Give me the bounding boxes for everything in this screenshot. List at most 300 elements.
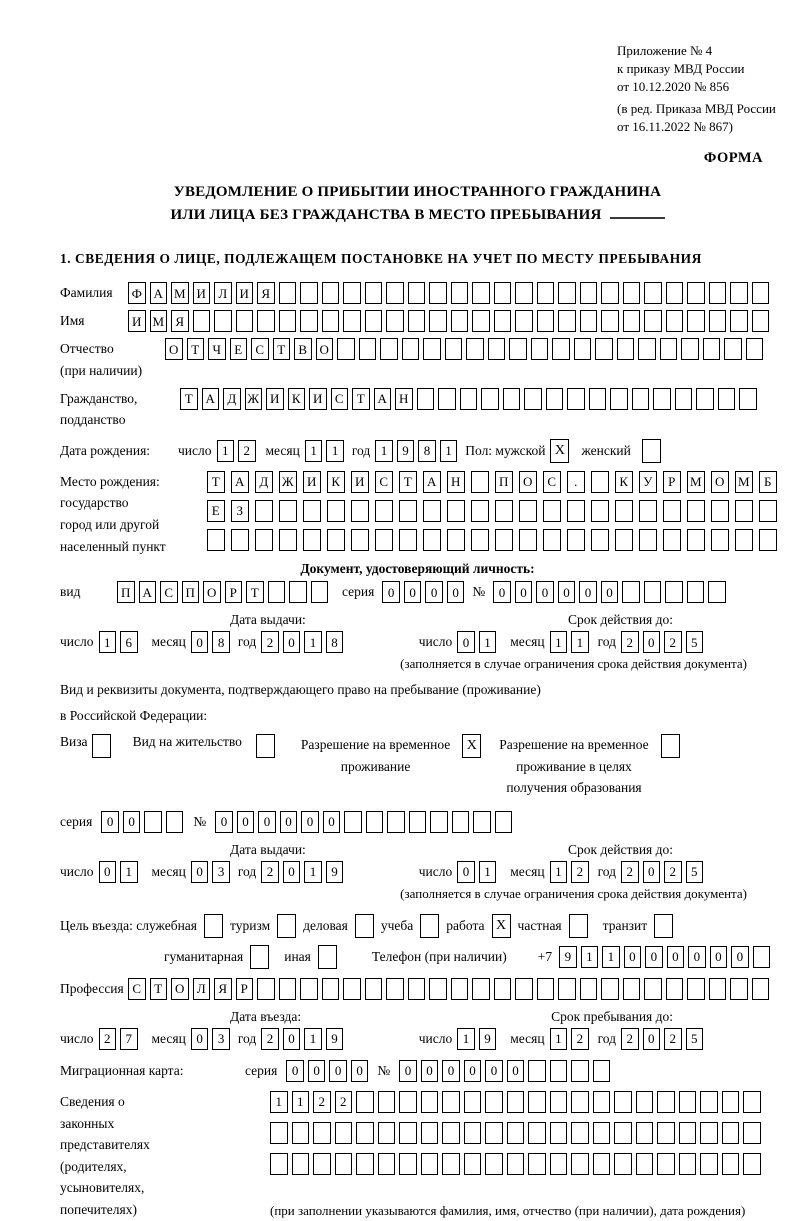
char-cell[interactable]: 2: [664, 631, 682, 653]
char-cell[interactable]: 0: [421, 1060, 439, 1082]
char-cell[interactable]: [429, 282, 447, 304]
char-cell[interactable]: [571, 1122, 589, 1144]
char-cell[interactable]: 5: [686, 861, 704, 883]
char-cell[interactable]: [730, 978, 748, 1000]
char-cell[interactable]: [452, 811, 470, 833]
char-cell[interactable]: [472, 282, 490, 304]
char-cell[interactable]: С: [128, 978, 146, 1000]
char-cell[interactable]: [207, 529, 225, 551]
char-cell[interactable]: М: [687, 471, 705, 493]
char-cell[interactable]: [614, 1153, 632, 1175]
char-cell[interactable]: А: [423, 471, 441, 493]
char-cell[interactable]: 0: [382, 581, 400, 603]
char-cell[interactable]: А: [139, 581, 157, 603]
char-cell[interactable]: [623, 310, 641, 332]
char-cell[interactable]: 9: [397, 440, 415, 462]
char-cell[interactable]: 0: [283, 631, 301, 653]
checkbox-temp-residence-edu[interactable]: [661, 734, 680, 758]
char-cell[interactable]: [591, 500, 609, 522]
char-cell[interactable]: [644, 282, 662, 304]
char-cell[interactable]: Ж: [245, 388, 263, 410]
char-cell[interactable]: [558, 978, 576, 1000]
char-cell[interactable]: [679, 1091, 697, 1113]
char-cell[interactable]: [660, 338, 678, 360]
char-cell[interactable]: [735, 500, 753, 522]
char-cell[interactable]: [703, 338, 721, 360]
char-cell[interactable]: 2: [621, 861, 639, 883]
char-cell[interactable]: [386, 310, 404, 332]
char-cell[interactable]: [327, 529, 345, 551]
char-cell[interactable]: [543, 500, 561, 522]
char-cell[interactable]: 1: [581, 946, 599, 968]
char-cell[interactable]: [292, 1122, 310, 1144]
char-cell[interactable]: [300, 282, 318, 304]
char-cell[interactable]: 0: [101, 811, 119, 833]
char-cell[interactable]: [300, 310, 318, 332]
char-cell[interactable]: 0: [601, 581, 619, 603]
char-cell[interactable]: [700, 1153, 718, 1175]
char-cell[interactable]: 2: [261, 1028, 279, 1050]
char-cell[interactable]: [322, 978, 340, 1000]
char-cell[interactable]: 1: [440, 440, 458, 462]
char-cell[interactable]: [722, 1122, 740, 1144]
char-cell[interactable]: 0: [329, 1060, 347, 1082]
char-cell[interactable]: [622, 581, 640, 603]
char-cell[interactable]: [657, 1153, 675, 1175]
char-cell[interactable]: [528, 1122, 546, 1144]
char-cell[interactable]: Т: [187, 338, 205, 360]
char-cell[interactable]: [270, 1122, 288, 1144]
char-cell[interactable]: 0: [283, 861, 301, 883]
char-cell[interactable]: [268, 581, 286, 603]
char-cell[interactable]: [679, 1153, 697, 1175]
char-cell[interactable]: [639, 500, 657, 522]
char-cell[interactable]: [722, 1153, 740, 1175]
char-cell[interactable]: [614, 1091, 632, 1113]
char-cell[interactable]: [663, 500, 681, 522]
char-cell[interactable]: [580, 310, 598, 332]
char-cell[interactable]: Ч: [208, 338, 226, 360]
char-cell[interactable]: С: [375, 471, 393, 493]
char-cell[interactable]: А: [150, 282, 168, 304]
char-cell[interactable]: [351, 529, 369, 551]
char-cell[interactable]: [709, 282, 727, 304]
char-cell[interactable]: [550, 1060, 568, 1082]
char-cell[interactable]: [623, 282, 641, 304]
char-cell[interactable]: [546, 388, 564, 410]
char-cell[interactable]: 0: [710, 946, 728, 968]
char-cell[interactable]: [507, 1122, 525, 1144]
char-cell[interactable]: 0: [191, 631, 209, 653]
char-cell[interactable]: Л: [193, 978, 211, 1000]
char-cell[interactable]: [718, 388, 736, 410]
char-cell[interactable]: [537, 282, 555, 304]
char-cell[interactable]: 0: [191, 1028, 209, 1050]
char-cell[interactable]: 0: [99, 861, 117, 883]
char-cell[interactable]: 6: [120, 631, 138, 653]
char-cell[interactable]: 0: [442, 1060, 460, 1082]
char-cell[interactable]: [365, 978, 383, 1000]
char-cell[interactable]: [524, 388, 542, 410]
char-cell[interactable]: [657, 1091, 675, 1113]
char-cell[interactable]: [552, 338, 570, 360]
char-cell[interactable]: [593, 1153, 611, 1175]
char-cell[interactable]: [610, 388, 628, 410]
char-cell[interactable]: Н: [447, 471, 465, 493]
char-cell[interactable]: [257, 310, 275, 332]
char-cell[interactable]: 0: [351, 1060, 369, 1082]
char-cell[interactable]: [289, 581, 307, 603]
char-cell[interactable]: [380, 338, 398, 360]
char-cell[interactable]: 0: [645, 946, 663, 968]
char-cell[interactable]: 2: [621, 631, 639, 653]
char-cell[interactable]: [528, 1060, 546, 1082]
char-cell[interactable]: [601, 282, 619, 304]
char-cell[interactable]: [464, 1122, 482, 1144]
char-cell[interactable]: [653, 388, 671, 410]
char-cell[interactable]: 1: [326, 440, 344, 462]
char-cell[interactable]: 0: [624, 946, 642, 968]
char-cell[interactable]: [447, 529, 465, 551]
char-cell[interactable]: [665, 581, 683, 603]
char-cell[interactable]: [423, 529, 441, 551]
char-cell[interactable]: О: [519, 471, 537, 493]
char-cell[interactable]: Н: [395, 388, 413, 410]
char-cell[interactable]: 0: [643, 861, 661, 883]
char-cell[interactable]: Т: [352, 388, 370, 410]
char-cell[interactable]: [623, 978, 641, 1000]
char-cell[interactable]: [402, 338, 420, 360]
char-cell[interactable]: Б: [759, 471, 777, 493]
char-cell[interactable]: [327, 500, 345, 522]
char-cell[interactable]: [300, 978, 318, 1000]
char-cell[interactable]: 1: [375, 440, 393, 462]
char-cell[interactable]: 1: [479, 631, 497, 653]
char-cell[interactable]: А: [374, 388, 392, 410]
char-cell[interactable]: [574, 338, 592, 360]
char-cell[interactable]: [270, 1153, 288, 1175]
char-cell[interactable]: [591, 529, 609, 551]
char-cell[interactable]: [494, 282, 512, 304]
char-cell[interactable]: Р: [236, 978, 254, 1000]
char-cell[interactable]: [144, 811, 162, 833]
checkbox-humanitarian[interactable]: [250, 945, 269, 969]
char-cell[interactable]: [666, 310, 684, 332]
char-cell[interactable]: [558, 310, 576, 332]
char-cell[interactable]: 3: [212, 1028, 230, 1050]
char-cell[interactable]: [580, 282, 598, 304]
char-cell[interactable]: С: [331, 388, 349, 410]
char-cell[interactable]: 0: [667, 946, 685, 968]
char-cell[interactable]: [724, 338, 742, 360]
char-cell[interactable]: 1: [550, 1028, 568, 1050]
char-cell[interactable]: Е: [230, 338, 248, 360]
char-cell[interactable]: Р: [225, 581, 243, 603]
char-cell[interactable]: [311, 581, 329, 603]
char-cell[interactable]: 0: [731, 946, 749, 968]
char-cell[interactable]: [601, 978, 619, 1000]
char-cell[interactable]: Д: [255, 471, 273, 493]
char-cell[interactable]: [471, 529, 489, 551]
char-cell[interactable]: [743, 1091, 761, 1113]
char-cell[interactable]: [591, 471, 609, 493]
char-cell[interactable]: 0: [643, 1028, 661, 1050]
char-cell[interactable]: 5: [686, 1028, 704, 1050]
char-cell[interactable]: 0: [558, 581, 576, 603]
checkbox-other-purpose[interactable]: [318, 945, 337, 969]
char-cell[interactable]: [632, 388, 650, 410]
char-cell[interactable]: [711, 529, 729, 551]
char-cell[interactable]: О: [316, 338, 334, 360]
char-cell[interactable]: 0: [688, 946, 706, 968]
char-cell[interactable]: [423, 338, 441, 360]
char-cell[interactable]: 1: [304, 1028, 322, 1050]
char-cell[interactable]: [236, 310, 254, 332]
char-cell[interactable]: 1: [217, 440, 235, 462]
char-cell[interactable]: [279, 282, 297, 304]
char-cell[interactable]: [365, 282, 383, 304]
checkbox-official[interactable]: [204, 914, 223, 938]
char-cell[interactable]: [378, 1091, 396, 1113]
char-cell[interactable]: [700, 1091, 718, 1113]
char-cell[interactable]: [687, 310, 705, 332]
char-cell[interactable]: [615, 500, 633, 522]
char-cell[interactable]: [663, 529, 681, 551]
char-cell[interactable]: 0: [457, 861, 475, 883]
char-cell[interactable]: Я: [214, 978, 232, 1000]
char-cell[interactable]: З: [231, 500, 249, 522]
char-cell[interactable]: [365, 310, 383, 332]
char-cell[interactable]: [313, 1122, 331, 1144]
char-cell[interactable]: [507, 1153, 525, 1175]
char-cell[interactable]: О: [171, 978, 189, 1000]
char-cell[interactable]: [708, 581, 726, 603]
char-cell[interactable]: [343, 310, 361, 332]
char-cell[interactable]: [571, 1153, 589, 1175]
char-cell[interactable]: О: [711, 471, 729, 493]
char-cell[interactable]: [589, 388, 607, 410]
char-cell[interactable]: [193, 310, 211, 332]
char-cell[interactable]: 2: [621, 1028, 639, 1050]
char-cell[interactable]: К: [288, 388, 306, 410]
char-cell[interactable]: 0: [493, 581, 511, 603]
char-cell[interactable]: [636, 1122, 654, 1144]
char-cell[interactable]: 2: [664, 861, 682, 883]
char-cell[interactable]: [464, 1153, 482, 1175]
char-cell[interactable]: [543, 529, 561, 551]
char-cell[interactable]: [399, 1122, 417, 1144]
char-cell[interactable]: [509, 338, 527, 360]
char-cell[interactable]: [593, 1060, 611, 1082]
char-cell[interactable]: [515, 282, 533, 304]
char-cell[interactable]: [644, 310, 662, 332]
char-cell[interactable]: [722, 1091, 740, 1113]
checkbox-visa[interactable]: [92, 734, 111, 758]
char-cell[interactable]: [700, 1122, 718, 1144]
char-cell[interactable]: [528, 1091, 546, 1113]
char-cell[interactable]: 2: [571, 861, 589, 883]
char-cell[interactable]: [344, 811, 362, 833]
char-cell[interactable]: [580, 978, 598, 1000]
char-cell[interactable]: Т: [246, 581, 264, 603]
char-cell[interactable]: [255, 529, 273, 551]
char-cell[interactable]: 1: [602, 946, 620, 968]
char-cell[interactable]: [279, 500, 297, 522]
char-cell[interactable]: [442, 1091, 460, 1113]
char-cell[interactable]: [408, 282, 426, 304]
char-cell[interactable]: И: [351, 471, 369, 493]
char-cell[interactable]: [735, 529, 753, 551]
char-cell[interactable]: [322, 282, 340, 304]
char-cell[interactable]: О: [203, 581, 221, 603]
char-cell[interactable]: 0: [123, 811, 141, 833]
char-cell[interactable]: [257, 978, 275, 1000]
char-cell[interactable]: [335, 1153, 353, 1175]
char-cell[interactable]: [399, 529, 417, 551]
char-cell[interactable]: 0: [457, 631, 475, 653]
char-cell[interactable]: [408, 310, 426, 332]
char-cell[interactable]: С: [543, 471, 561, 493]
char-cell[interactable]: [614, 1122, 632, 1144]
char-cell[interactable]: [537, 310, 555, 332]
char-cell[interactable]: [429, 978, 447, 1000]
char-cell[interactable]: О: [165, 338, 183, 360]
char-cell[interactable]: [709, 978, 727, 1000]
char-cell[interactable]: [343, 282, 361, 304]
char-cell[interactable]: 0: [485, 1060, 503, 1082]
char-cell[interactable]: [519, 529, 537, 551]
char-cell[interactable]: [471, 471, 489, 493]
char-cell[interactable]: 0: [301, 811, 319, 833]
char-cell[interactable]: [166, 811, 184, 833]
char-cell[interactable]: .: [567, 471, 585, 493]
char-cell[interactable]: 0: [280, 811, 298, 833]
char-cell[interactable]: [386, 978, 404, 1000]
char-cell[interactable]: 1: [479, 861, 497, 883]
char-cell[interactable]: [451, 282, 469, 304]
char-cell[interactable]: [460, 388, 478, 410]
checkbox-temp-residence[interactable]: X: [462, 734, 481, 758]
char-cell[interactable]: [711, 500, 729, 522]
char-cell[interactable]: [617, 338, 635, 360]
char-cell[interactable]: [409, 811, 427, 833]
char-cell[interactable]: И: [309, 388, 327, 410]
char-cell[interactable]: [657, 1122, 675, 1144]
char-cell[interactable]: 2: [261, 631, 279, 653]
char-cell[interactable]: [255, 500, 273, 522]
char-cell[interactable]: 1: [304, 631, 322, 653]
char-cell[interactable]: 2: [335, 1091, 353, 1113]
char-cell[interactable]: С: [160, 581, 178, 603]
char-cell[interactable]: [279, 978, 297, 1000]
checkbox-residence-permit[interactable]: [256, 734, 275, 758]
char-cell[interactable]: 8: [212, 631, 230, 653]
char-cell[interactable]: 1: [305, 440, 323, 462]
char-cell[interactable]: [488, 338, 506, 360]
char-cell[interactable]: [644, 581, 662, 603]
char-cell[interactable]: [322, 310, 340, 332]
char-cell[interactable]: [378, 1122, 396, 1144]
char-cell[interactable]: [752, 310, 770, 332]
char-cell[interactable]: [687, 282, 705, 304]
char-cell[interactable]: Т: [150, 978, 168, 1000]
char-cell[interactable]: [515, 310, 533, 332]
char-cell[interactable]: [558, 282, 576, 304]
char-cell[interactable]: [438, 388, 456, 410]
char-cell[interactable]: [531, 338, 549, 360]
char-cell[interactable]: М: [735, 471, 753, 493]
char-cell[interactable]: 0: [283, 1028, 301, 1050]
char-cell[interactable]: Т: [207, 471, 225, 493]
checkbox-female[interactable]: [642, 439, 661, 463]
char-cell[interactable]: [343, 978, 361, 1000]
char-cell[interactable]: 0: [536, 581, 554, 603]
char-cell[interactable]: [759, 529, 777, 551]
char-cell[interactable]: [687, 581, 705, 603]
char-cell[interactable]: 2: [313, 1091, 331, 1113]
char-cell[interactable]: [447, 500, 465, 522]
char-cell[interactable]: Л: [214, 282, 232, 304]
char-cell[interactable]: [387, 811, 405, 833]
char-cell[interactable]: [495, 500, 513, 522]
char-cell[interactable]: 2: [99, 1028, 117, 1050]
char-cell[interactable]: [386, 282, 404, 304]
char-cell[interactable]: [429, 310, 447, 332]
char-cell[interactable]: К: [615, 471, 633, 493]
char-cell[interactable]: [351, 500, 369, 522]
char-cell[interactable]: Я: [257, 282, 275, 304]
char-cell[interactable]: М: [150, 310, 168, 332]
char-cell[interactable]: [359, 338, 377, 360]
char-cell[interactable]: [528, 1153, 546, 1175]
char-cell[interactable]: [366, 811, 384, 833]
char-cell[interactable]: 8: [326, 631, 344, 653]
char-cell[interactable]: [303, 529, 321, 551]
char-cell[interactable]: [481, 388, 499, 410]
char-cell[interactable]: 9: [479, 1028, 497, 1050]
char-cell[interactable]: [550, 1153, 568, 1175]
checkbox-work[interactable]: X: [492, 914, 511, 938]
char-cell[interactable]: 0: [286, 1060, 304, 1082]
char-cell[interactable]: [687, 978, 705, 1000]
char-cell[interactable]: [494, 310, 512, 332]
char-cell[interactable]: [451, 310, 469, 332]
char-cell[interactable]: Я: [171, 310, 189, 332]
char-cell[interactable]: И: [266, 388, 284, 410]
char-cell[interactable]: [571, 1091, 589, 1113]
char-cell[interactable]: Ф: [128, 282, 146, 304]
char-cell[interactable]: А: [202, 388, 220, 410]
char-cell[interactable]: [595, 338, 613, 360]
char-cell[interactable]: 0: [643, 631, 661, 653]
checkbox-business[interactable]: [355, 914, 374, 938]
char-cell[interactable]: [636, 1153, 654, 1175]
char-cell[interactable]: 0: [425, 581, 443, 603]
char-cell[interactable]: 0: [323, 811, 341, 833]
char-cell[interactable]: И: [193, 282, 211, 304]
char-cell[interactable]: А: [231, 471, 249, 493]
char-cell[interactable]: 8: [418, 440, 436, 462]
char-cell[interactable]: [550, 1091, 568, 1113]
char-cell[interactable]: 1: [120, 861, 138, 883]
char-cell[interactable]: 0: [258, 811, 276, 833]
char-cell[interactable]: [666, 282, 684, 304]
char-cell[interactable]: 3: [212, 861, 230, 883]
char-cell[interactable]: [696, 388, 714, 410]
char-cell[interactable]: 9: [326, 861, 344, 883]
char-cell[interactable]: [423, 500, 441, 522]
char-cell[interactable]: [636, 1091, 654, 1113]
